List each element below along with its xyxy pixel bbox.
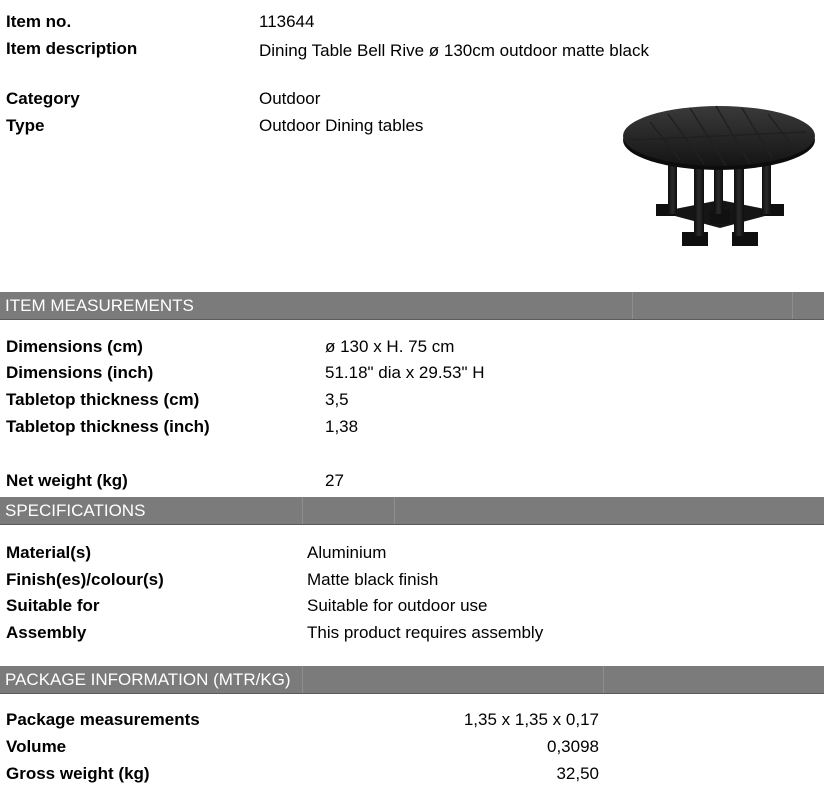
finish-colour-value: Matte black finish	[307, 570, 439, 589]
band-underline	[0, 524, 824, 525]
dimensions-inch-value: 51.18" dia x 29.53" H	[325, 363, 485, 382]
band-separator	[302, 497, 303, 524]
tabletop-thickness-inch-label: Tabletop thickness (inch)	[6, 417, 210, 436]
suitable-for-value: Suitable for outdoor use	[307, 596, 488, 615]
item-measurements-header	[0, 292, 824, 319]
gross-weight-label: Gross weight (kg)	[6, 764, 150, 783]
volume-label: Volume	[6, 737, 67, 756]
band-separator	[302, 666, 303, 693]
item-no-value: 113644	[259, 12, 315, 31]
package-measurements-label: Package measurements	[6, 710, 200, 729]
package-measurements-value: 1,35 x 1,35 x 0,17	[463, 710, 599, 729]
suitable-for-label: Suitable for	[6, 596, 100, 615]
materials-label: Material(s)	[6, 543, 92, 562]
item-measurements-title: ITEM MEASUREMENTS	[5, 296, 194, 315]
assembly-label: Assembly	[6, 623, 87, 642]
band-underline	[0, 319, 824, 320]
round-dining-table-photo	[620, 100, 818, 258]
dimensions-cm-value: ø 130 x H. 75 cm	[325, 337, 455, 356]
volume-value: 0,3098	[547, 737, 599, 756]
tabletop-thickness-cm-value: 3,5	[325, 390, 349, 409]
item-description-label: Item description	[6, 39, 138, 58]
category-value: Outdoor	[259, 89, 321, 108]
specifications-title: SPECIFICATIONS	[5, 501, 146, 520]
materials-value: Aluminium	[307, 543, 387, 562]
assembly-value: This product requires assembly	[307, 623, 544, 642]
net-weight-value: 27	[325, 471, 344, 490]
type-value: Outdoor Dining tables	[259, 116, 424, 135]
specifications-header	[0, 497, 824, 524]
band-separator	[394, 497, 395, 524]
item-no-label: Item no.	[6, 12, 72, 31]
band-separator	[603, 666, 604, 693]
finish-colour-label: Finish(es)/colour(s)	[6, 570, 164, 589]
item-description-value: Dining Table Bell Rive ø 130cm outdoor matte black	[259, 41, 649, 60]
gross-weight-value: 32,50	[556, 764, 599, 783]
tabletop-thickness-inch-value: 1,38	[325, 417, 359, 436]
band-underline	[0, 693, 824, 694]
tabletop-thickness-cm-label: Tabletop thickness (cm)	[6, 390, 200, 409]
band-separator	[632, 292, 633, 319]
package-information-header	[0, 666, 824, 693]
net-weight-label: Net weight (kg)	[6, 471, 128, 490]
package-information-title: PACKAGE INFORMATION (MTR/KG)	[5, 670, 291, 689]
dimensions-cm-label: Dimensions (cm)	[6, 337, 143, 356]
category-label: Category	[6, 89, 80, 108]
band-separator	[792, 292, 793, 319]
dimensions-inch-label: Dimensions (inch)	[6, 363, 154, 382]
type-label: Type	[6, 116, 45, 135]
